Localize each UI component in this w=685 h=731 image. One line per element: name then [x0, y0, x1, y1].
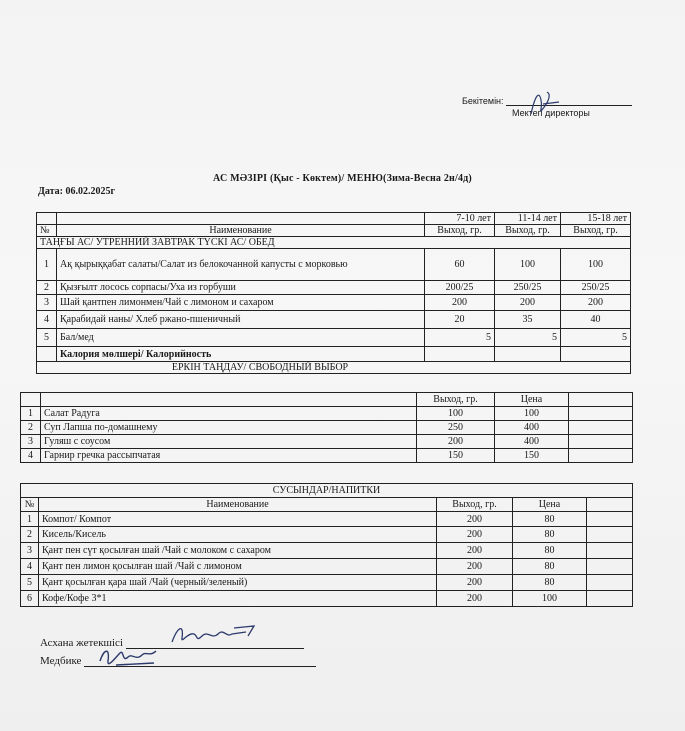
portion-value: 35: [495, 311, 561, 329]
main-menu-table: [36, 212, 631, 374]
portion-value: 40: [561, 311, 631, 329]
output-header: Выход, гр.: [437, 498, 513, 512]
table-row: [21, 407, 633, 421]
table-row: [37, 329, 631, 347]
row-number: 5: [37, 329, 57, 347]
table-header-row: [21, 498, 633, 512]
portion-value: 100: [495, 249, 561, 281]
col-name-header: Наименование: [39, 498, 437, 512]
row-number: 2: [21, 527, 39, 543]
dish-name: Салат Радуга: [41, 407, 417, 421]
dish-name: Бал/мед: [57, 329, 425, 347]
age-group-header: 11-14 лет: [495, 213, 561, 225]
table-header-row: [21, 393, 633, 407]
table-header-row: [37, 225, 631, 237]
portion-value: 100: [561, 249, 631, 281]
dish-name: Ақ қырыққабат салаты/Салат из белокочанной капусты с морковью: [57, 249, 425, 281]
portion-value: 5: [425, 329, 495, 347]
drinks-heading: СУСЫНДАР/НАПИТКИ: [21, 484, 633, 498]
price-value: 80: [513, 543, 587, 559]
row-number: 3: [21, 543, 39, 559]
dish-name: Гуляш с соусом: [41, 435, 417, 449]
cook-signature: [168, 622, 263, 648]
cook-label: Асхана жетекшісі: [40, 637, 123, 649]
row-number: 6: [21, 591, 39, 607]
drink-name: Кисель/Кисель: [39, 527, 437, 543]
price-value: 80: [513, 512, 587, 527]
portion-value: 5: [495, 329, 561, 347]
portion-value: 200/25: [425, 281, 495, 295]
row-number: 2: [37, 281, 57, 295]
price-header: Цена: [495, 393, 569, 407]
drink-name: Қант пен сүт қосылған шай /Чай с молоком с сахаром: [39, 543, 437, 559]
section-row: [37, 237, 631, 249]
output-header: Выход, гр.: [417, 393, 495, 407]
portion-value: 100: [417, 407, 495, 421]
row-number: 4: [37, 311, 57, 329]
portion-value: 150: [417, 449, 495, 463]
row-number: 3: [21, 435, 41, 449]
portion-value: 200: [495, 295, 561, 311]
section-row: [21, 484, 633, 498]
table-row: [21, 435, 633, 449]
row-number: 2: [21, 421, 41, 435]
dish-name: Суп Лапша по-домашнему: [41, 421, 417, 435]
portion-value: 5: [561, 329, 631, 347]
price-value: 80: [513, 575, 587, 591]
output-header: Выход, гр.: [495, 225, 561, 237]
portion-value: 200: [437, 543, 513, 559]
table-row: [21, 559, 633, 575]
age-group-header: 7-10 лет: [425, 213, 495, 225]
table-row: [21, 543, 633, 559]
portion-value: 250: [417, 421, 495, 435]
price-value: 150: [495, 449, 569, 463]
col-num-header: №: [21, 498, 39, 512]
drink-name: Қант қосылған қара шай /Чай (черный/зеленый): [39, 575, 437, 591]
portion-value: 200: [417, 435, 495, 449]
table-row: [21, 575, 633, 591]
meal-section-heading: ТАҢҒЫ АС/ УТРЕННИЙ ЗАВТРАК ТҮСКІ АС/ ОБЕД: [37, 237, 631, 249]
approval-role: Мектеп директоры: [512, 108, 590, 118]
row-number: 5: [21, 575, 39, 591]
price-value: 80: [513, 527, 587, 543]
col-num-header: №: [37, 225, 57, 237]
output-header: Выход, гр.: [561, 225, 631, 237]
age-group-header: 15-18 лет: [561, 213, 631, 225]
price-value: 400: [495, 421, 569, 435]
nurse-signature: [96, 643, 166, 671]
portion-value: 20: [425, 311, 495, 329]
table-row: [21, 527, 633, 543]
free-choice-heading: ЕРКІН ТАҢДАУ/ СВОБОДНЫЙ ВЫБОР: [37, 362, 631, 374]
menu-date: Дата: 06.02.2025г: [38, 186, 116, 197]
portion-value: 200: [437, 559, 513, 575]
table-row: [37, 295, 631, 311]
drink-name: Компот/ Компот: [39, 512, 437, 527]
price-header: Цена: [513, 498, 587, 512]
table-row: [21, 512, 633, 527]
calorie-label: Калория мөлшері/ Калорийность: [57, 347, 425, 362]
nurse-label: Медбике: [40, 655, 82, 667]
portion-value: 200: [437, 527, 513, 543]
table-row: [37, 249, 631, 281]
calorie-row: [37, 347, 631, 362]
menu-title: АС МӘЗІРІ (Қыс - Көктем)/ МЕНЮ(Зима-Весна 2н/4д): [213, 173, 472, 184]
dish-name: Гарнир гречка рассыпчатая: [41, 449, 417, 463]
director-signature: [525, 86, 565, 118]
portion-value: 200: [437, 591, 513, 607]
drinks-table: [20, 483, 633, 607]
row-number: 4: [21, 449, 41, 463]
dish-name: Қарабидай наны/ Хлеб ржано-пшеничный: [57, 311, 425, 329]
row-number: 1: [21, 512, 39, 527]
table-header-row: [37, 213, 631, 225]
table-row: [21, 449, 633, 463]
output-header: Выход, гр.: [425, 225, 495, 237]
portion-value: 200: [561, 295, 631, 311]
row-number: 1: [21, 407, 41, 421]
dish-name: Қызғылт лосось сорпасы/Уха из горбуши: [57, 281, 425, 295]
section-row: [37, 362, 631, 374]
portion-value: 200: [437, 575, 513, 591]
dish-name: Шай қантпен лимонмен/Чай с лимоном и сахаром: [57, 295, 425, 311]
price-value: 100: [495, 407, 569, 421]
table-row: [21, 421, 633, 435]
nurse-signature-row: [40, 655, 316, 667]
row-number: 1: [37, 249, 57, 281]
free-choice-table: [20, 392, 633, 463]
portion-value: 60: [425, 249, 495, 281]
table-row: [37, 311, 631, 329]
drink-name: Қант пен лимон қосылған шай /Чай с лимоном: [39, 559, 437, 575]
approval-label: Бекітемін:: [462, 96, 504, 106]
portion-value: 250/25: [561, 281, 631, 295]
price-value: 80: [513, 559, 587, 575]
portion-value: 200: [425, 295, 495, 311]
table-row: [37, 281, 631, 295]
row-number: 3: [37, 295, 57, 311]
table-row: [21, 591, 633, 607]
price-value: 400: [495, 435, 569, 449]
row-number: 4: [21, 559, 39, 575]
col-name-header: Наименование: [57, 225, 425, 237]
portion-value: 200: [437, 512, 513, 527]
price-value: 100: [513, 591, 587, 607]
portion-value: 250/25: [495, 281, 561, 295]
drink-name: Кофе/Кофе 3*1: [39, 591, 437, 607]
